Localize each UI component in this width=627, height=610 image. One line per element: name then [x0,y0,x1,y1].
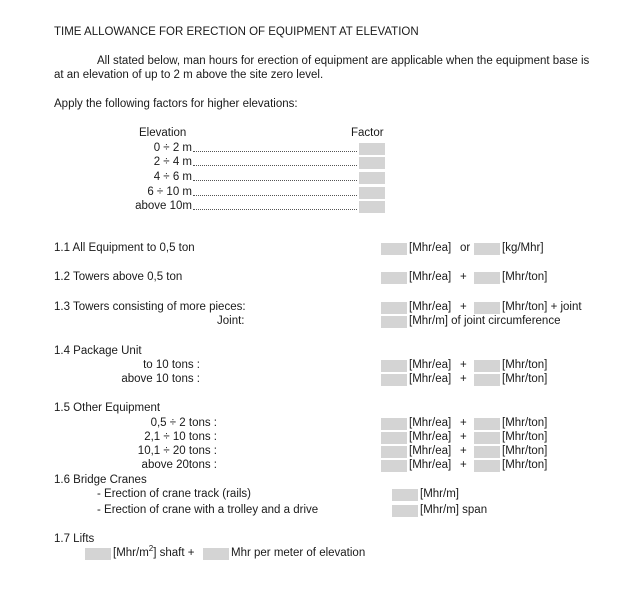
unit-label: [Mhr/ton] [502,431,548,443]
mhr-m2-input[interactable] [85,548,111,560]
row-label: - Erection of crane with a trolley and a drive [97,504,319,516]
factor-input[interactable] [359,187,385,199]
factor-input[interactable] [359,172,385,184]
unit-superscript: 2 [148,544,154,554]
row-label: 2,1 ÷ 10 tons : [144,431,217,443]
separator: or [460,242,471,254]
row-label: 10,1 ÷ 20 tons : [137,445,217,457]
factor-input[interactable] [359,143,385,155]
elevation-label: 4 ÷ 6 m [153,171,192,183]
leader-dots [193,180,357,181]
unit-label: [Mhr/ton] + joint [502,301,582,313]
row-label: - Erection of crane track (rails) [97,488,252,500]
leader-dots [193,195,357,196]
mhr-ton-input[interactable] [474,374,500,386]
mhr-ea-input[interactable] [381,418,407,430]
section-1-5-title: 1.5 Other Equipment [54,402,161,414]
mhr-per-meter-input[interactable] [203,548,229,560]
separator: + [460,359,467,371]
unit-label: [Mhr/m] [420,488,459,500]
leader-dots [193,165,357,166]
mhr-m-input[interactable] [392,505,418,517]
unit-label: [Mhr/ea] [409,459,452,471]
unit-label: [Mhr/ea] [409,431,452,443]
intro-line-1: All stated below, man hours for erection of equipment are applicable when the equipment base is [97,55,590,67]
unit-label: [Mhr/ea] [409,417,452,429]
row-label: above 20tons : [141,459,217,471]
unit-label: [Mhr/ea] [409,373,452,385]
separator: + [460,431,467,443]
mhr-ea-input[interactable] [381,460,407,472]
row-label: 0,5 ÷ 2 tons : [150,417,217,429]
unit-label: [Mhr/ea] [409,301,452,313]
unit-label: Mhr per meter of elevation [231,547,366,559]
mhr-ton-input[interactable] [474,302,500,314]
mhr-m-input[interactable] [381,316,407,328]
elevation-label: 0 ÷ 2 m [153,142,192,154]
section-1-7-title: 1.7 Lifts [54,533,95,545]
section-1-2-title: 1.2 Towers above 0,5 ton [54,271,183,283]
mhr-ton-input[interactable] [474,272,500,284]
elevation-label: 2 ÷ 4 m [153,156,192,168]
unit-label: [Mhr/ea] [409,445,452,457]
mhr-ton-input[interactable] [474,432,500,444]
unit-label: [Mhr/ton] [502,459,548,471]
factor-input[interactable] [359,201,385,213]
row-label: to 10 tons : [143,359,200,371]
mhr-ea-input[interactable] [381,446,407,458]
mhr-ea-input[interactable] [381,360,407,372]
joint-label: Joint: [217,315,245,327]
unit-label: [Mhr/ton] [502,373,548,385]
unit-pre: [Mhr/m [113,547,149,559]
factor-header: Factor [351,127,384,139]
factor-input[interactable] [359,157,385,169]
separator: + [460,271,467,283]
section-1-4-title: 1.4 Package Unit [54,345,142,357]
unit-label: [Mhr/m] span [420,504,488,516]
intro-line-2: at an elevation of up to 2 m above the site zero level. [54,69,324,81]
mhr-ton-input[interactable] [474,360,500,372]
elevation-label: 6 ÷ 10 m [147,186,192,198]
page-title: TIME ALLOWANCE FOR ERECTION OF EQUIPMENT AT ELEVATION [54,26,419,38]
apply-factors-text: Apply the following factors for higher elevations: [54,98,298,110]
leader-dots [193,151,357,152]
unit-post: ] shaft + [153,547,195,559]
separator: + [460,417,467,429]
section-1-1-title: 1.1 All Equipment to 0,5 ton [54,242,195,254]
unit-label: [Mhr/ton] [502,271,548,283]
kg-mhr-input[interactable] [474,243,500,255]
unit-label [113,546,194,560]
section-1-6-title: 1.6 Bridge Cranes [54,474,147,486]
unit-label: [Mhr/ton] [502,359,548,371]
mhr-ea-input[interactable] [381,272,407,284]
separator: + [460,301,467,313]
mhr-ea-input[interactable] [381,374,407,386]
unit-label: [Mhr/ea] [409,242,452,254]
elevation-label: above 10m [135,200,192,212]
mhr-ea-input[interactable] [381,302,407,314]
unit-label: [Mhr/ton] [502,445,548,457]
separator: + [460,459,467,471]
mhr-ton-input[interactable] [474,418,500,430]
unit-label: [kg/Mhr] [502,242,544,254]
section-1-3-title: 1.3 Towers consisting of more pieces: [54,301,246,313]
separator: + [460,373,467,385]
elevation-header: Elevation [139,127,187,139]
leader-dots [193,209,357,210]
separator: + [460,445,467,457]
mhr-ton-input[interactable] [474,446,500,458]
mhr-ea-input[interactable] [381,243,407,255]
mhr-m-input[interactable] [392,489,418,501]
mhr-ea-input[interactable] [381,432,407,444]
mhr-ton-input[interactable] [474,460,500,472]
unit-label: [Mhr/ton] [502,417,548,429]
unit-label: [Mhr/m] of joint circumference [409,315,561,327]
unit-label: [Mhr/ea] [409,271,452,283]
row-label: above 10 tons : [121,373,200,385]
unit-label: [Mhr/ea] [409,359,452,371]
